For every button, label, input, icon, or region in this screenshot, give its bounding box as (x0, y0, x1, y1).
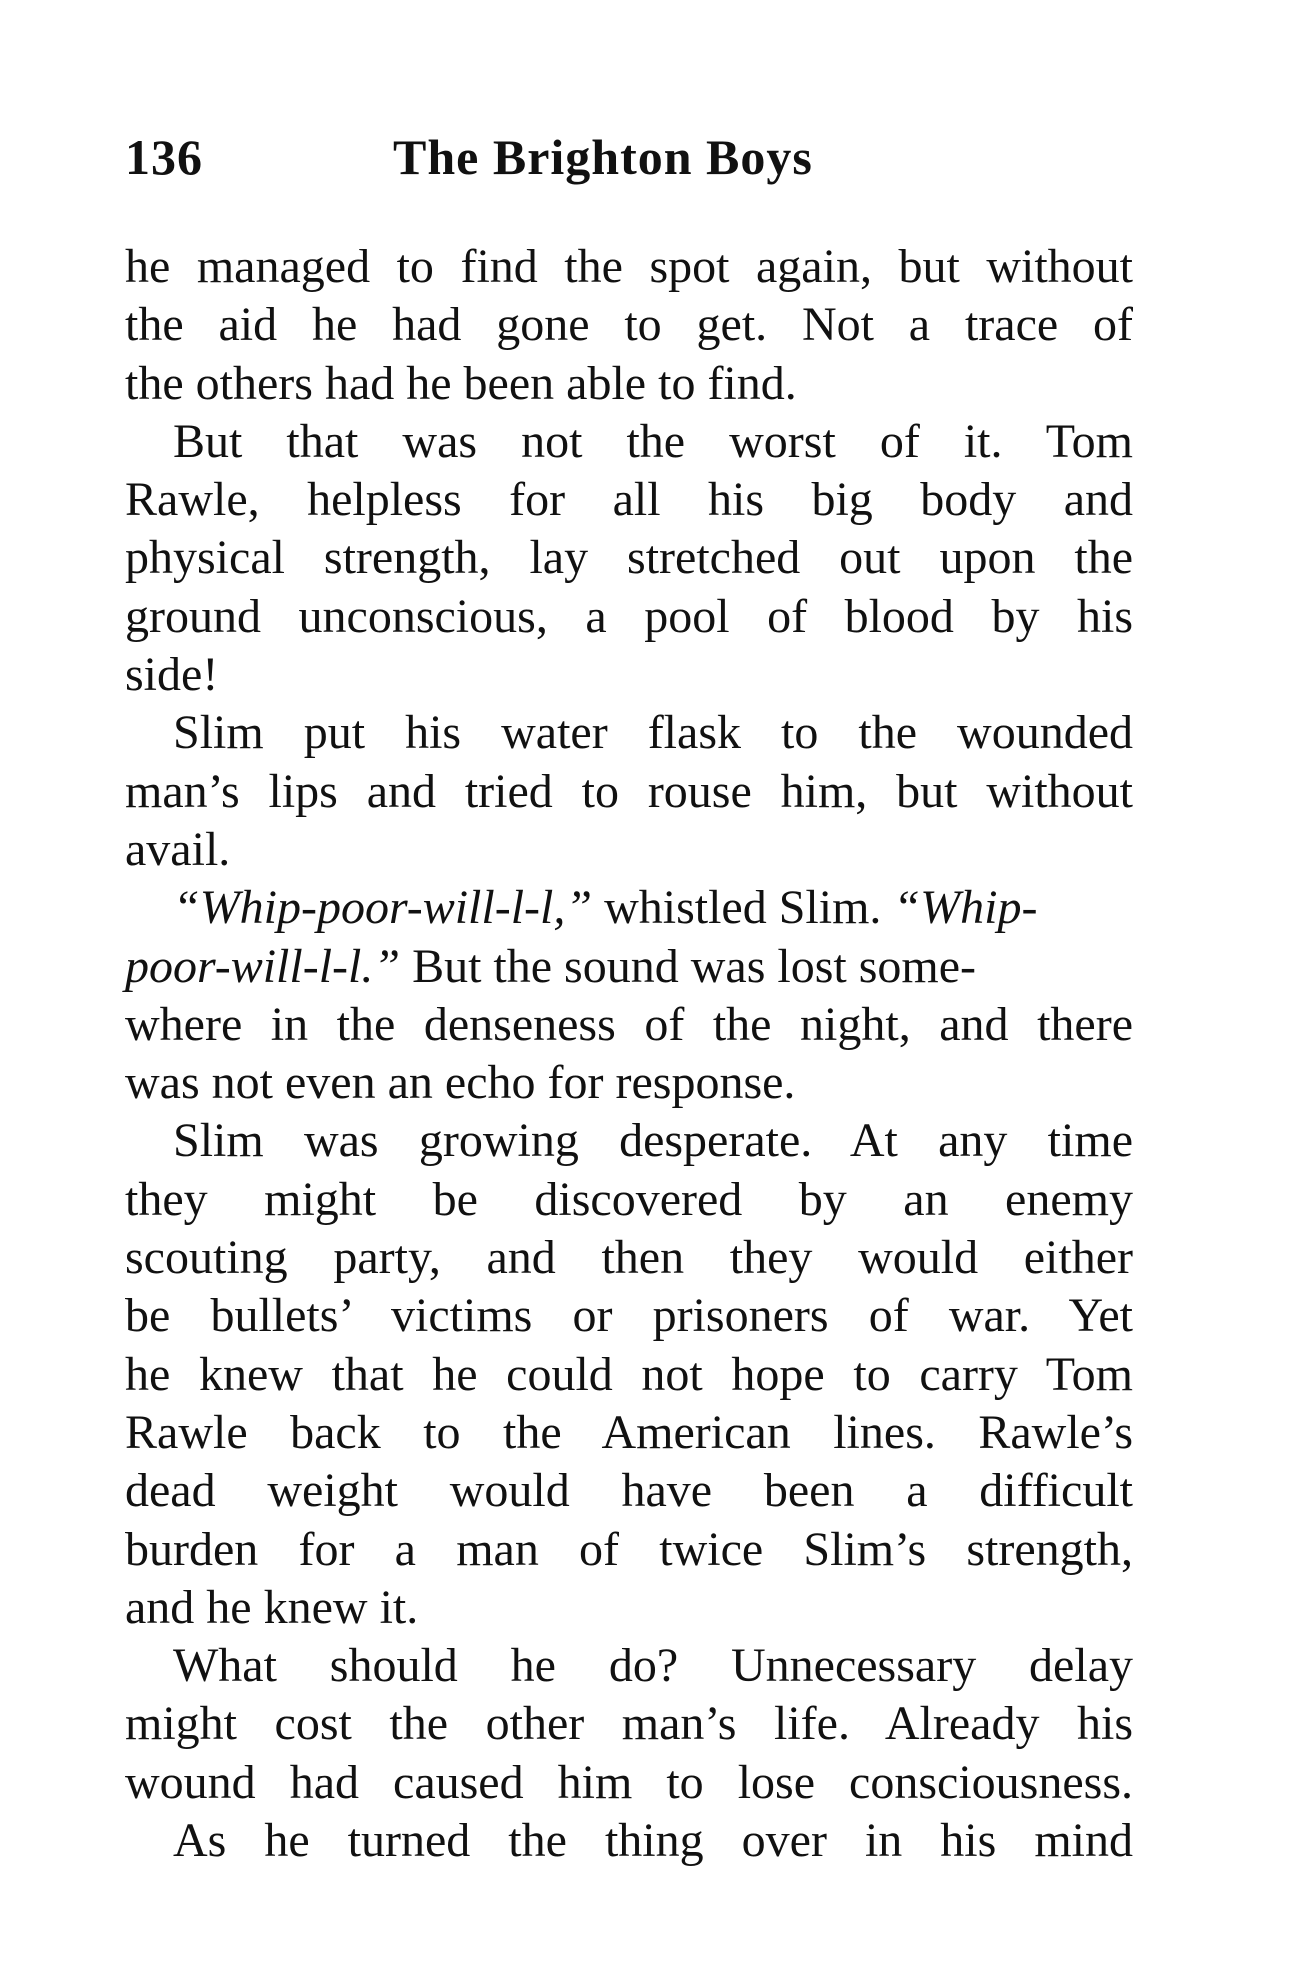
text-line: be bullets’ victims or prisoners of war. Yet (125, 1289, 1133, 1343)
text-line: scouting party, and then they would either (125, 1231, 1133, 1285)
text-line: What should he do? Unnecessary delay (173, 1639, 1133, 1693)
text-line: side! (125, 648, 219, 702)
text-line-mixed (125, 879, 1133, 937)
text-line: they might be discovered by an enemy (125, 1172, 1133, 1226)
text-line: ground unconscious, a pool of blood by his (125, 589, 1133, 643)
text-line: man’s lips and tried to rouse him, but without (125, 764, 1133, 818)
text-line: he managed to find the spot again, but without (125, 240, 1133, 293)
running-title: The Brighton Boys (393, 129, 813, 185)
text-line: might cost the other man’s life. Already his (125, 1697, 1133, 1751)
text-line: As he turned the thing over in his mind (173, 1814, 1133, 1868)
italic-phrase: “Whip- (893, 881, 1038, 935)
text-line: avail. (125, 822, 231, 876)
text-line-mixed (125, 938, 1133, 996)
italic-phrase: “Whip-poor-will-l-l,” (173, 881, 593, 935)
text-line: the others had he been able to find. (125, 356, 797, 410)
page-header (125, 128, 1175, 198)
page-number: 136 (125, 129, 203, 185)
text-line: But that was not the worst of it. Tom (173, 414, 1133, 468)
text-line: he knew that he could not hope to carry Tom (125, 1347, 1133, 1401)
text-line: was not even an echo for response. (125, 1056, 796, 1110)
text-line: burden for a man of twice Slim’s strength, (125, 1522, 1133, 1576)
text-line: physical strength, lay stretched out upon the (125, 531, 1133, 585)
text-line: Slim put his water flask to the wounded (173, 706, 1133, 760)
text-line: and he knew it. (125, 1580, 419, 1634)
roman-phrase: But the sound was lost some- (400, 939, 977, 993)
text-line: the aid he had gone to get. Not a trace of (125, 298, 1133, 352)
body-text (125, 238, 1133, 1870)
roman-phrase: whistled Slim. (592, 881, 894, 935)
text-line: Rawle back to the American lines. Rawle’s (125, 1405, 1133, 1459)
text-line: dead weight would have been a difficult (125, 1464, 1133, 1518)
text-line: Slim was growing desperate. At any time (173, 1114, 1133, 1168)
text-line: Rawle, helpless for all his big body and (125, 473, 1133, 527)
text-line: wound had caused him to lose consciousness. (125, 1755, 1133, 1809)
text-line: where in the denseness of the night, and there (125, 997, 1133, 1051)
italic-phrase: poor-will-l-l.” (125, 939, 401, 993)
